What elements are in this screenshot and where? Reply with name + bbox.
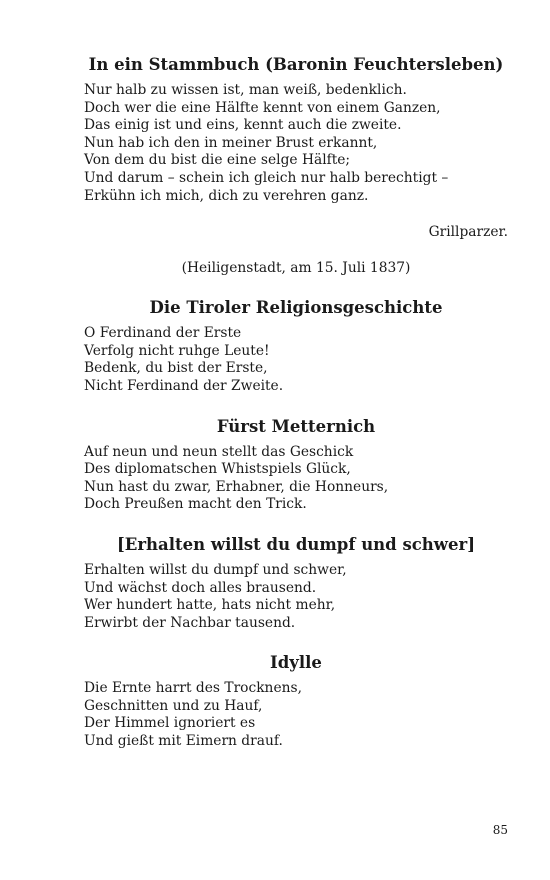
poem-lines	[84, 444, 508, 514]
poem-line: Doch Preußen macht den Trick.	[84, 496, 307, 513]
page-number: 85	[492, 823, 508, 837]
poem-line: Das einig ist und eins, kennt auch die zweite.	[84, 117, 402, 134]
poem-lines	[84, 325, 508, 395]
poem-line: Erwirbt der Nachbar tausend.	[84, 614, 296, 631]
poem-title: In ein Stammbuch (Baronin Feuchtersleben)	[88, 55, 504, 74]
poem-line: Erhalten willst du dumpf und schwer,	[84, 561, 347, 578]
poem-line: Auf neun und neun stellt das Geschick	[84, 443, 354, 460]
poem-line: Der Himmel ignoriert es	[84, 715, 256, 732]
dateline: (Heiligenstadt, am 15. Juli 1837)	[181, 260, 411, 277]
poem-stammbuch	[84, 54, 508, 277]
poem-title: [Erhalten willst du dumpf und schwer]	[116, 534, 475, 554]
poem-title: Die Tiroler Religionsgeschichte	[149, 298, 443, 318]
poem-line: Erkühn ich mich, dich zu verehren ganz.	[84, 187, 369, 204]
poem-idylle	[84, 652, 508, 750]
poem-line: Nur halb zu wissen ist, man weiß, bedenklich.	[84, 82, 407, 98]
poem-lines	[84, 82, 508, 205]
poem-line: Und gießt mit Eimern drauf.	[84, 733, 283, 750]
poem-erhalten-willst-du	[84, 534, 508, 632]
poem-lines	[84, 562, 508, 632]
poem-line: Und wächst doch alles brausend.	[84, 579, 317, 596]
poem-title: Fürst Metternich	[216, 416, 376, 436]
poem-line: Bedenk, du bist der Erste,	[84, 360, 268, 377]
poem-title: Idylle	[270, 653, 322, 673]
poem-line: Doch wer die eine Hälfte kennt von einem Ganzen,	[84, 99, 441, 116]
poem-line: Des diplomatschen Whistspiels Glück,	[84, 461, 351, 478]
poem-lines	[84, 680, 508, 750]
poem-line: Wer hundert hatte, hats nicht mehr,	[84, 597, 336, 614]
poem-fuerst-metternich	[84, 416, 508, 514]
poem-line: Die Ernte harrt des Trocknens,	[84, 680, 302, 697]
poem-line: Von dem du bist die eine selge Hälfte;	[84, 152, 351, 169]
page-body	[84, 54, 508, 751]
poem-line: Verfolg nicht ruhge Leute!	[84, 342, 270, 359]
poem-line: Nicht Ferdinand der Zweite.	[84, 377, 284, 394]
poem-line: Nun hab ich den in meiner Brust erkannt,	[84, 134, 378, 151]
author-signature: Grillparzer.	[428, 224, 508, 241]
poem-tiroler-religionsgeschichte	[84, 297, 508, 395]
poem-line: O Ferdinand der Erste	[84, 325, 242, 342]
poem-line: Und darum – schein ich gleich nur halb berechtigt –	[84, 169, 449, 186]
poem-line: Nun hast du zwar, Erhabner, die Honneurs,	[84, 478, 389, 495]
poem-line: Geschnitten und zu Hauf,	[84, 697, 263, 714]
